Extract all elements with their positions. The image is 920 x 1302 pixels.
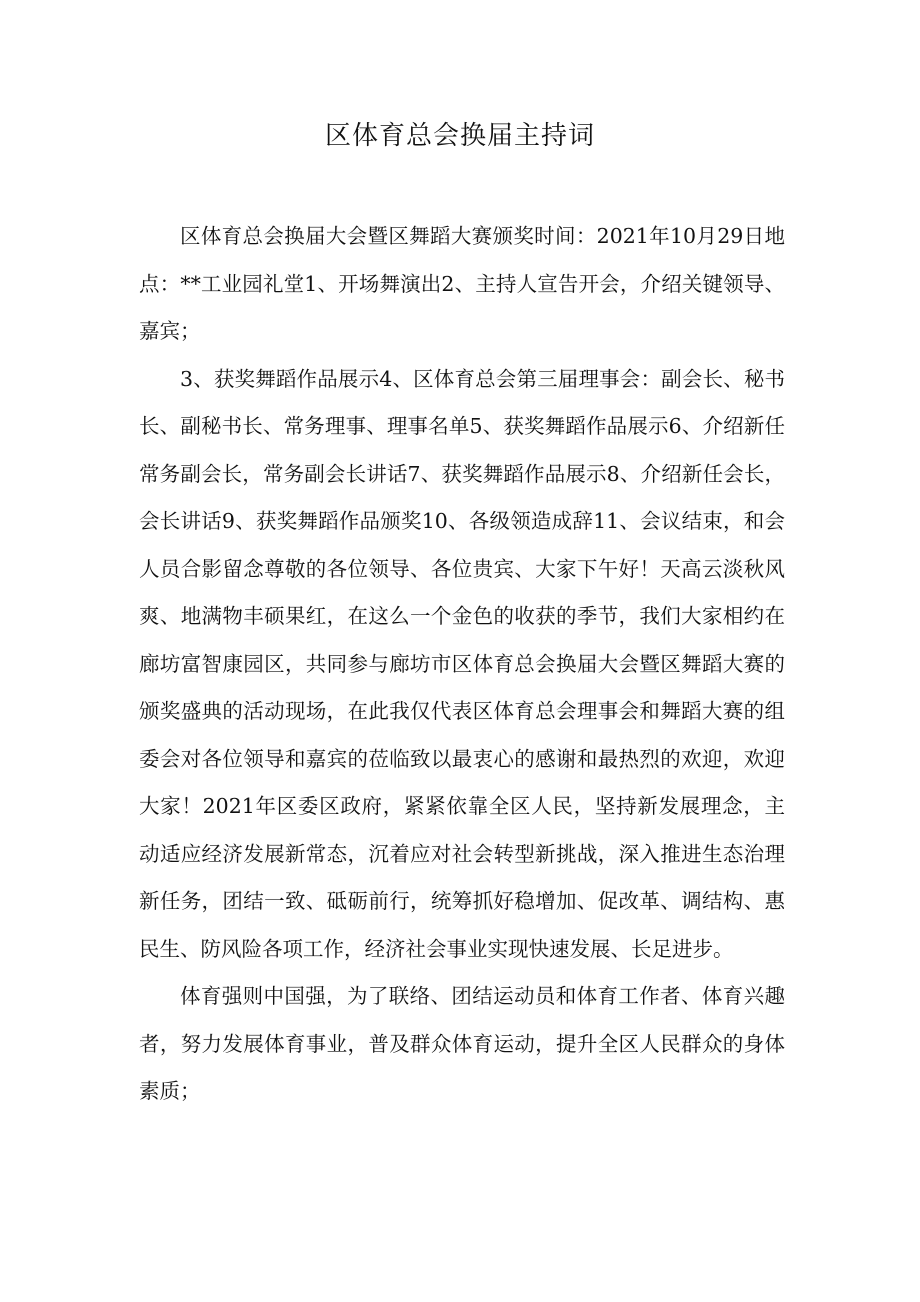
paragraph-sports-strong: 体育强则中国强，为了联络、团结运动员和体育工作者、体育兴趣者，努力发展体育事业，普及群众体育运动，提升全区人民群众的身体素质；	[139, 984, 785, 1103]
paragraph-schedule-intro: 区体育总会换届大会暨区舞蹈大赛颁奖时间：2021年10月29日地点：**工业园礼堂1、开场舞演出2、主持人宣告开会，介绍关键领导、嘉宾；	[139, 224, 785, 343]
document-title: 区体育总会换届主持词	[324, 121, 595, 151]
paragraph-agenda-and-speech: 3、获奖舞蹈作品展示4、区体育总会第三届理事会：副会长、秘书长、副秘书长、常务理事、理事名单5、获奖舞蹈作品展示6、介绍新任常务副会长，常务副会长讲话7、获奖舞蹈作品展示8、介绍新任会长，会长讲话9、获奖舞蹈作品颁奖10、各级领造成辞11、会议结束，和会人员合影留念尊敬的各位领导、各位贵宾、大家下午好！天高云淡秋风爽、地满物丰硕果红，在这么一个金色的收获的季节，我们大家相约在廊坊富智康园区，共同参与廊坊市区体育总会换届大会暨区舞蹈大赛的颁奖盛典的活动现场，在此我仅代表区体育总会理事会和舞蹈大赛的组委会对各位领导和嘉宾的莅临致以最衷心的感谢和最热烈的欢迎，欢迎大家！2021年区委区政府，紧紧依靠全区人民，坚持新发展理念，主动适应经济发展新常态，沉着应对社会转型新挑战，深入推进生态治理新任务，团结一致、砥砺前行，统筹抓好稳增加、促改革、调结构、惠民生、防风险各项工作，经济社会事业实现快速发展、长足进步。	[139, 366, 785, 961]
document-body	[139, 213, 785, 1116]
